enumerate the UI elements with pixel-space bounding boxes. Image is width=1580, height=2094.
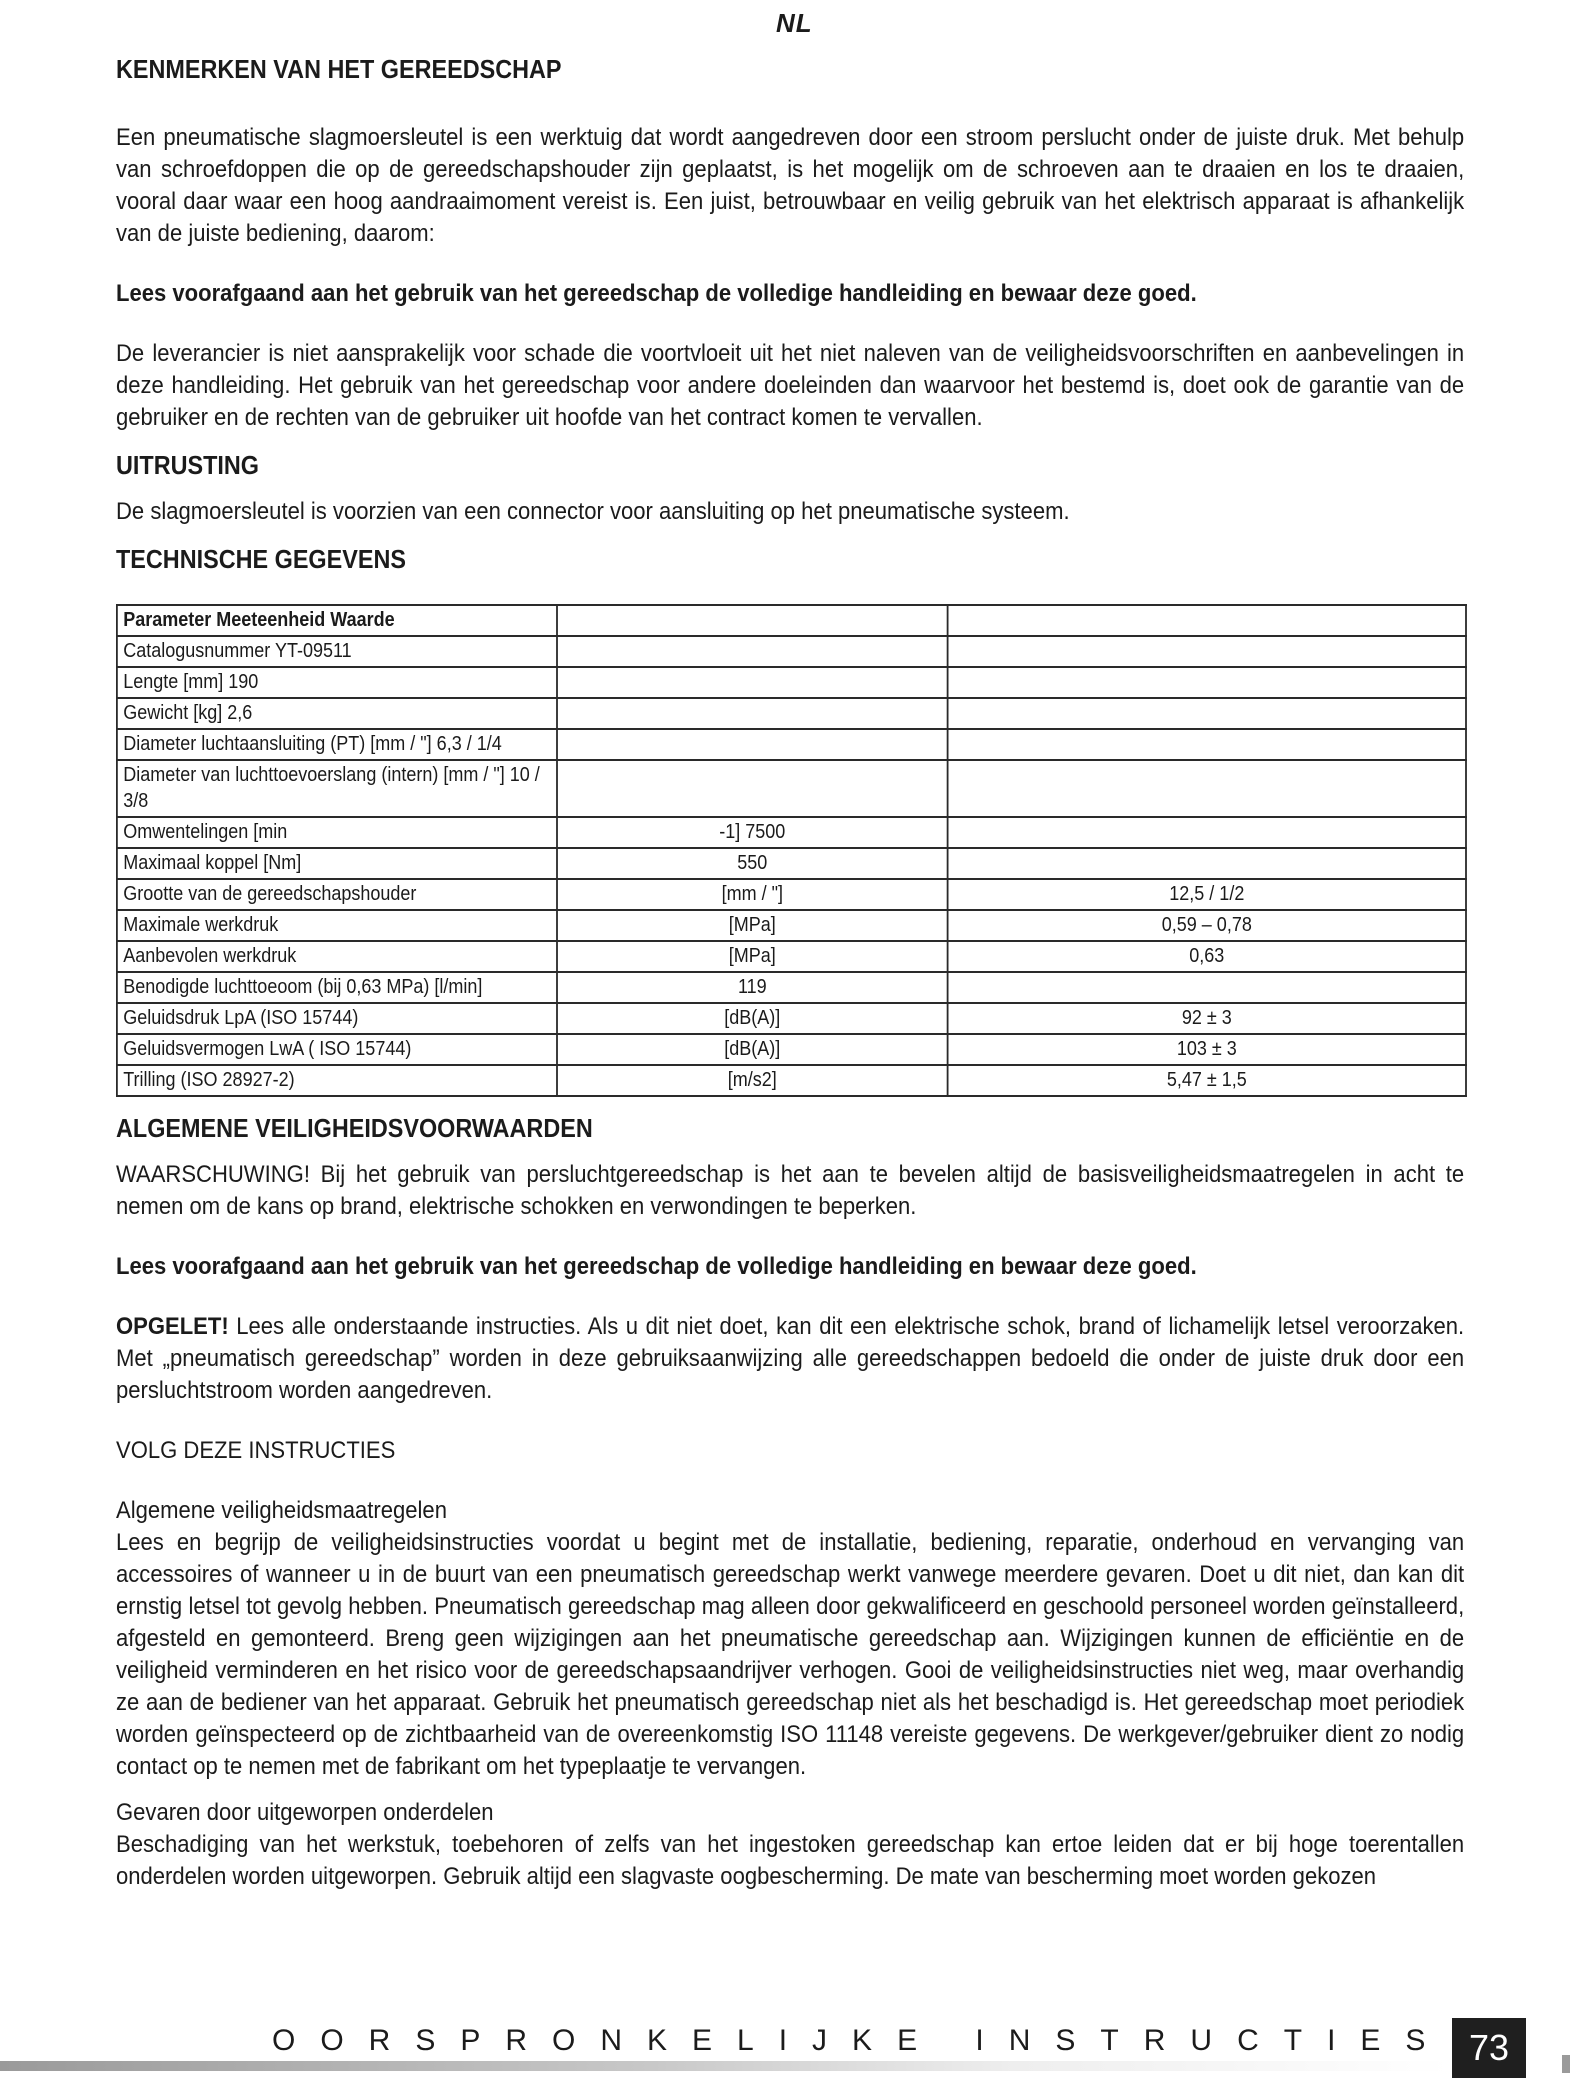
table-cell: Maximale werkdruk xyxy=(117,910,557,941)
table-cell xyxy=(557,667,948,698)
specs-table xyxy=(116,604,1467,1097)
table-cell: Maximaal koppel [Nm] xyxy=(117,848,557,879)
table-cell: [dB(A)] xyxy=(557,1003,948,1034)
subheading-algemene: Algemene veiligheidsmaatregelen xyxy=(116,1497,447,1524)
footer-bar xyxy=(0,2061,1450,2071)
table-cell: Trilling (ISO 28927-2) xyxy=(117,1065,557,1096)
table-cell: 92 ± 3 xyxy=(948,1003,1466,1034)
table-row xyxy=(117,698,1466,729)
table-row xyxy=(117,941,1466,972)
table-row xyxy=(117,729,1466,760)
heading-uitrusting: UITRUSTING xyxy=(116,450,260,480)
table-cell: Gewicht [kg] 2,6 xyxy=(117,698,557,729)
attention-label: OPGELET! xyxy=(116,1313,229,1340)
table-cell: Catalogusnummer YT-09511 xyxy=(117,636,557,667)
table-row xyxy=(117,910,1466,941)
table-cell: Omwentelingen [min xyxy=(117,817,557,848)
follow-instructions: VOLG DEZE INSTRUCTIES xyxy=(116,1437,396,1464)
table-cell: Aanbevolen werkdruk xyxy=(117,941,557,972)
table-cell: Geluidsdruk LpA (ISO 15744) xyxy=(117,1003,557,1034)
table-cell xyxy=(557,636,948,667)
table-row xyxy=(117,1065,1466,1096)
table-row xyxy=(117,760,1466,817)
table-cell xyxy=(948,817,1466,848)
table-cell xyxy=(557,760,948,817)
table-cell: 119 xyxy=(557,972,948,1003)
table-row xyxy=(117,972,1466,1003)
table-cell: 550 xyxy=(557,848,948,879)
language-tag: NL xyxy=(776,8,813,38)
table-cell: Parameter Meeteenheid Waarde xyxy=(117,605,557,636)
heading-kenmerken: KENMERKEN VAN HET GEREEDSCHAP xyxy=(116,54,562,84)
table-row xyxy=(117,636,1466,667)
table-cell xyxy=(948,667,1466,698)
table-cell: Lengte [mm] 190 xyxy=(117,667,557,698)
table-cell xyxy=(948,636,1466,667)
table-cell xyxy=(948,972,1466,1003)
table-cell: [dB(A)] xyxy=(557,1034,948,1065)
table-cell: 0,63 xyxy=(948,941,1466,972)
paragraph-kenmerken: Een pneumatische slagmoersleutel is een werktuig dat wordt aangedreven door een stroom perslucht onder de juiste druk. Met behulp van schroefdoppen die op de gereedschapshouder zijn geplaatst, is het mogelijk om de schroeven aan te draaien en los te draaien, vooral daar waar een hoog aandraaimoment vereist is. Een juist, betrouwbaar en veilig gebruik van het elektrisch apparaat is afhankelijk van de juiste bediening, daarom: xyxy=(116,124,1465,247)
table-cell xyxy=(948,605,1466,636)
table-cell xyxy=(948,729,1466,760)
table-cell: [mm / "] xyxy=(557,879,948,910)
heading-veiligheidsvoorwaarden: ALGEMENE VEILIGHEIDSVOORWAARDEN xyxy=(116,1113,593,1143)
warning-read-manual-2: Lees voorafgaand aan het gebruik van het gereedschap de volledige handleiding en bewaar deze goed. xyxy=(116,1253,1197,1280)
table-cell: Grootte van de gereedschapshouder xyxy=(117,879,557,910)
table-cell: -1] 7500 xyxy=(557,817,948,848)
subheading-gevaren: Gevaren door uitgeworpen onderdelen xyxy=(116,1799,494,1826)
edge-mark xyxy=(1562,2055,1570,2073)
table-cell: 5,47 ± 1,5 xyxy=(948,1065,1466,1096)
table-row xyxy=(117,817,1466,848)
warning-read-manual-1: Lees voorafgaand aan het gebruik van het gereedschap de volledige handleiding en bewaar deze goed. xyxy=(116,280,1197,307)
table-cell xyxy=(557,729,948,760)
table-cell: Diameter luchtaansluiting (PT) [mm / "] 6,3 / 1/4 xyxy=(117,729,557,760)
paragraph-gevaren: Beschadiging van het werkstuk, toebehoren of zelfs van het ingestoken gereedschap kan ertoe leiden dat er bij hoge toerentallen onderdelen worden uitgeworpen. Gebruik altijd een slagvaste oogbescherming. De mate van bescherming moet worden gekozen xyxy=(116,1831,1465,1890)
table-cell: Geluidsvermogen LwA ( ISO 15744) xyxy=(117,1034,557,1065)
heading-technische-gegevens: TECHNISCHE GEGEVENS xyxy=(116,544,406,574)
table-cell: Diameter van luchttoevoerslang (intern) [mm / "] 10 / 3/8 xyxy=(117,760,557,817)
paragraph-algemene: Lees en begrijp de veiligheidsinstructies voordat u begint met de installatie, bediening, reparatie, onderhoud en vervanging van accessoires of wanneer u in de buurt van een pneumatisch gereedschap werkt vanwege meerdere gevaren. Doet u dit niet, dan kan dit ernstig letsel tot gevolg hebben. Pneumatisch gereedschap mag alleen door gekwalificeerd en geschoold personeel worden geïnstalleerd, afgesteld en gemonteerd. Breng geen wijzigingen aan het pneumatische gereedschap aan. Wijzigingen kunnen de efficiëntie en de veiligheid verminderen en het risico voor de gereedschapsaandrijver verhogen. Gooi de veiligheidsinstructies niet weg, maar overhandig ze aan de bediener van het apparaat. Gebruik het pneumatisch gereedschap niet als het beschadigd is. Het gereedschap moet periodiek worden geïnspecteerd op de zichtbaarheid van de overeenkomstig ISO 11148 vereiste gegevens. De werkgever/gebruiker dient zo nodig contact op te nemen met de fabrikant om het typeplaatje te vervangen. xyxy=(116,1529,1465,1780)
table-row xyxy=(117,1003,1466,1034)
table-cell: [MPa] xyxy=(557,941,948,972)
footer-label: OORSPRONKELIJKE INSTRUCTIES xyxy=(272,2024,1451,2057)
table-cell xyxy=(557,605,948,636)
page-content xyxy=(116,52,1464,1893)
attention-text: Lees alle onderstaande instructies. Als u dit niet doet, kan dit een elektrische schok, brand of lichamelijk letsel veroorzaken. Met „pneumatisch gereedschap” worden in deze gebruiksaanwijzing alle gereedschappen bedoeld die onder de juiste druk door een persluchtstroom worden aangedreven. xyxy=(116,1313,1465,1404)
table-cell xyxy=(948,848,1466,879)
table-cell: 103 ± 3 xyxy=(948,1034,1466,1065)
page-number: 73 xyxy=(1452,2018,1526,2078)
paragraph-uitrusting: De slagmoersleutel is voorzien van een connector voor aansluiting op het pneumatische systeem. xyxy=(116,498,1070,525)
table-cell: 12,5 / 1/2 xyxy=(948,879,1466,910)
table-cell: [MPa] xyxy=(557,910,948,941)
table-row xyxy=(117,879,1466,910)
table-cell xyxy=(948,698,1466,729)
paragraph-opgelet xyxy=(116,1311,1464,1407)
table-cell: Benodigde luchttoeoom (bij 0,63 MPa) [l/min] xyxy=(117,972,557,1003)
table-row xyxy=(117,605,1466,636)
table-cell: 0,59 – 0,78 xyxy=(948,910,1466,941)
table-cell xyxy=(557,698,948,729)
paragraph-liability: De leverancier is niet aansprakelijk voor schade die voortvloeit uit het niet naleven van de veiligheidsvoorschriften en aanbevelingen in deze handleiding. Het gebruik van het gereedschap voor andere doeleinden dan waarvoor het bestemd is, doet ook de garantie van de gebruiker en de rechten van de gebruiker uit hoofde van het contract komen te vervallen. xyxy=(116,340,1465,431)
table-row xyxy=(117,667,1466,698)
table-cell xyxy=(948,760,1466,817)
table-row xyxy=(117,848,1466,879)
table-cell: [m/s2] xyxy=(557,1065,948,1096)
table-row xyxy=(117,1034,1466,1065)
paragraph-waarschuwing: WAARSCHUWING! Bij het gebruik van persluchtgereedschap is het aan te bevelen altijd de basisveiligheidsmaatregelen in acht te nemen om de kans op brand, elektrische schokken en verwondingen te beperken. xyxy=(116,1161,1465,1220)
